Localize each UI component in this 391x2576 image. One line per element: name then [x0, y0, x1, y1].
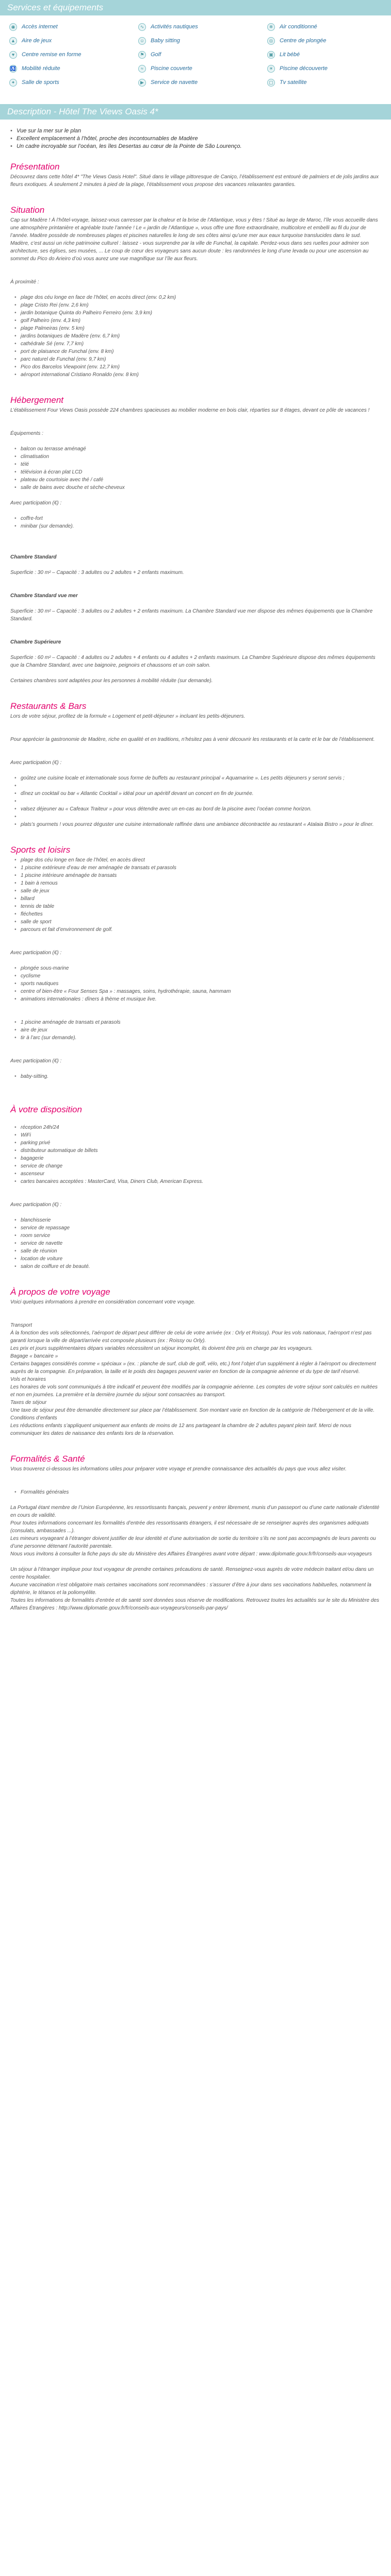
- formalites-p2: Pour toutes informations concernant les formalités d’entrée des ressortissants étrangers, il est nécessaire de se renseigner auprès des organismes adéquats (consulats, ambassades ...).: [10, 1520, 369, 1534]
- equipement-label: Aire de jeux: [22, 37, 52, 44]
- list-item: • service de change: [21, 1162, 381, 1170]
- equipement-label: Centre remise en forme: [22, 51, 82, 58]
- list-item: • salon de coiffure et de beauté.: [21, 1263, 381, 1270]
- list-item: • WiFi: [21, 1131, 381, 1139]
- taxes-text: Une taxe de séjour peut être demandée directement sur place par l’établissement. Son montant varie en fonction de la catégorie de l’hébergement et de la ville.: [10, 1408, 374, 1413]
- restaurant-item: • plats’s gourmets ! vous pourrez déguster une cuisine internationale raffinée dans une ambiance décontractée au restaurant « Atalaia Bistro » pour le dîner.: [21, 821, 381, 828]
- shuttle-icon: ▶: [138, 79, 146, 87]
- hebergement-participation-list: [0, 515, 391, 530]
- equipement-item: [267, 23, 386, 31]
- restaurant-item: • valsez déjeuner au « Cafeaux Traiteur » pour vous détendre avec un en-cas au bord de la piscine avec l’océan comme horizon.: [21, 805, 381, 813]
- list-item: • salle de jeux: [21, 887, 381, 895]
- disposition-list: [0, 1124, 391, 1185]
- crib-icon: ▣: [267, 51, 275, 59]
- fitness-icon: ♥: [9, 51, 17, 59]
- room-name: Chambre Standard: [10, 554, 57, 560]
- room-name: Chambre Standard vue mer: [10, 593, 78, 599]
- section-title-formalites: Formalités & Santé: [10, 1454, 85, 1464]
- list-item: • 1 piscine extérieure d’eau de mer aménagée de transats et parasols: [21, 864, 381, 872]
- list-item: • blanchisserie: [21, 1216, 381, 1224]
- section-title-hebergement: Hébergement: [10, 395, 64, 405]
- spacer: [21, 813, 381, 821]
- equipement-label: Piscine couverte: [151, 65, 192, 72]
- list-item: • balcon ou terrasse aménagé: [21, 445, 381, 453]
- equipement-label: Air conditionné: [280, 23, 317, 30]
- sports-extras-list: [0, 1019, 391, 1042]
- equipement-item: [138, 37, 267, 45]
- wave-icon: ∿: [138, 23, 146, 31]
- formalites-p6: Aucune vaccination n’est obligatoire mais certaines vaccinations sont recommandées : s’assurer d’être à jour dans ses vaccinations habituelles, notamment la diphtérie, le tétanos et la poliomyélite.: [10, 1582, 371, 1596]
- golf-icon: ⚑: [138, 51, 146, 59]
- nearby-title: À proximité :: [10, 279, 39, 285]
- sports-participation2-title: Avec participation (€) :: [10, 1058, 62, 1064]
- situation-text: Cap sur Madère ! À l’hôtel-voyage, laissez-vous carresser par la chaleur et la brise de l’Atlantique, vous y êtes ! Situé au large de Maroc, l’île vous accueille dans une atmosphère printanière et agréable toute l’année ! Le « jardin de l’Atlantique », vous offre une flore extraordinaire, multicolore et embelli au fil du jour de l’année. Madère possède de nombreuses plages et piscines naturelles le long de ses côtes ainsi qu’une mer aux eaux turquoise translucides dans le sud. Madère, c’est aussi un riche patrimoine culturel : laissez - vous surprendre par la ville de Funchal, la capitale. Perdez-vous dans ses ruelles pour admirer son architecture, ses églises, ses musées, ... Le coup de cœur des voyageurs sans aucun doute : les randonnées le long d’une levada ou pour une ascension au sommet du Pico do Arieiro d’où vous aurez une vue magnifique sur l’île aux fleurs.: [10, 217, 378, 262]
- list-item: • 1 piscine aménagée de transats et parasols: [21, 1019, 381, 1026]
- list-item: • baby-sitting.: [21, 1073, 381, 1080]
- list-item: • centre of bien-être « Four Senses Spa » : massages, soins, hydrothérapie, sauna, hammam: [21, 988, 381, 995]
- description-title: Description - Hôtel The Views Oasis 4*: [7, 107, 158, 116]
- equipement-label: Lit bébé: [280, 51, 300, 58]
- list-item: • tir à l’arc (sur demande).: [21, 1034, 381, 1042]
- equipement-item: [138, 50, 267, 59]
- apropos-intro: Voici quelques informations à prendre en considération concernant votre voyage.: [10, 1299, 196, 1305]
- formalites-p5: Un séjour à l’étranger implique pour tout voyageur de prendre certaines précautions de santé. Renseignez-vous auprès de votre médecin traitant et/ou dans un centre hospitalier.: [10, 1567, 374, 1580]
- list-item: • Formalités générales: [21, 1488, 381, 1496]
- pool-icon: ≈: [138, 65, 146, 73]
- restaurants-p2: Pour apprécier la gastronomie de Madère, riche en qualité et en traditions, n’hésitez pas à venir découvrir les restaurants et la carte et le bar de l’établissement.: [10, 737, 375, 742]
- formalites-intro: Vous trouverez ci-dessous les informations utiles pour préparer votre voyage et prendre connaissance des actualités du pays que vous allez visiter.: [10, 1466, 347, 1472]
- taxes-title: Taxes de séjour: [10, 1400, 47, 1405]
- list-item: • 1 piscine intérieure aménagée de transats: [21, 872, 381, 879]
- pool-outdoor-icon: ☀: [267, 65, 275, 73]
- equipement-item: [9, 64, 138, 73]
- list-item: • salle de bains avec douche et sèche-cheveux: [21, 484, 381, 492]
- equipement-item: [9, 78, 138, 87]
- formalites-p1: La Portugal étant membre de l’Union Européenne, les ressortissants français, peuvent y entrer librement, munis d’un passeport ou d’une carte nationale d’identité en cours de validité.: [10, 1505, 380, 1518]
- restaurants-participation-title: Avec participation (€) :: [10, 760, 62, 766]
- list-item: • cyclisme: [21, 972, 381, 980]
- formalites-p3: Les mineurs voyageant à l’étranger doivent justifier de leur identité et d’une autorisation de sortie du territoire s’ils ne sont pas accompagnés de leurs parents ou d’une personne détenant l’autorité parentale.: [10, 1536, 376, 1549]
- list-item: • tennis de table: [21, 903, 381, 910]
- list-item: • service de repassage: [21, 1224, 381, 1232]
- list-item: • plage dos céu longe en face de l’hôtel, en accès direct (env. 0,2 km): [21, 294, 381, 301]
- presentation-text: Découvrez dans cette hôtel 4* "The Views Oasis Hotel". Situé dans le village pittoresque de Caniço, l’établissement est entouré de palmiers et de jolis jardins aux fleurs exotiques. À seulement 2 minutes à pied de la plage, l’établissement vous propose des vacances relaxantes garanties.: [10, 174, 379, 188]
- list-item: • jardin botanique Quinta do Palheiro Ferreiro (env. 3,9 km): [21, 309, 381, 317]
- baby-icon: ☺: [138, 37, 146, 45]
- equipement-item: [138, 23, 267, 31]
- room-name: Chambre Supérieure: [10, 639, 61, 645]
- list-item: • jardins botaniques de Madère (env. 6,7 km): [21, 332, 381, 340]
- hebergement-participation-title: Avec participation (€) :: [10, 500, 62, 506]
- equipement-item: [267, 78, 386, 87]
- section-title-restaurants: Restaurants & Bars: [10, 701, 87, 711]
- equipement-label: Salle de sports: [22, 79, 59, 86]
- list-item: • plage dos céu longe en face de l’hôtel, en accès direct: [21, 856, 381, 864]
- list-item: • room service: [21, 1232, 381, 1240]
- room-text: Superficie : 30 m² – Capacité : 3 adultes ou 2 adultes + 2 enfants maximum. La Chambre Standard vue mer dispose des mêmes équipements que la Chambre Standard.: [10, 608, 373, 622]
- list-item: • location de voiture: [21, 1255, 381, 1263]
- restaurant-item: • goûtez une cuisine locale et internationale sous forme de buffets au restaurant principal « Aquamarine ». Les petits déjeuners y seront servis ;: [21, 774, 381, 782]
- list-item: • climatisation: [21, 453, 381, 461]
- list-item: • golf Palheiro (env. 4,3 km): [21, 317, 381, 325]
- diving-icon: ◎: [267, 37, 275, 45]
- equipements-grid: [0, 15, 391, 91]
- list-item: • 1 bain à remous: [21, 879, 381, 887]
- equipements-header: [0, 0, 391, 15]
- room-text: Superficie : 30 m² – Capacité : 3 adultes ou 2 adultes + 2 enfants maximum.: [10, 570, 184, 575]
- formalites-p7: Toutes les informations de formalités d’entrée et de santé sont données sous réserve de modifications. Retrouvez toutes les actualités sur le site du Ministère des Affaires Étrangères : http://www.diplomatie.gouv.fr/fr/conseils-aux-voyageurs/conseils-par-pays/: [10, 1598, 380, 1611]
- list-item: • télé: [21, 461, 381, 468]
- section-title-presentation: Présentation: [10, 162, 60, 172]
- list-item: • télévision à écran plat LCD: [21, 468, 381, 476]
- sports-list: [0, 856, 391, 934]
- spacer: [21, 798, 381, 805]
- description-header: [0, 104, 391, 120]
- wheelchair-icon: ♿: [9, 65, 17, 73]
- equipement-item: [138, 64, 267, 73]
- hebergement-equip-list: [0, 445, 391, 492]
- baggage-text: Certains bagages considérés comme « spéciaux » (ex. : planche de surf, club de golf, vélo, etc.) font l’objet d’un supplément à régler à l’aéroport ou directement auprès de la compagnie. En préparation, la taille et le poids des bagages peuvent varier en fonction de la compagnie aérienne et du type de tarif réservé.: [10, 1361, 376, 1375]
- wifi-icon: ◉: [9, 23, 17, 31]
- room-text: Superficie : 60 m² – Capacité : 4 adultes ou 2 adultes + 4 enfants ou 4 adultes + 2 enfants maximum. La Chambre Supérieure dispose des mêmes équipements que la Chambre Standard, avec une baignoire, peignoirs et chaussons et un coin salon.: [10, 655, 376, 668]
- equipement-item: [138, 78, 267, 87]
- sports-participation2-list: [0, 1073, 391, 1080]
- equipement-label: Piscine découverte: [280, 65, 328, 72]
- transport-title: Transport: [10, 1323, 32, 1328]
- gym-icon: ✦: [9, 79, 17, 87]
- equipement-item: [9, 37, 138, 45]
- equipement-label: Centre de plongée: [280, 37, 327, 44]
- equipement-label: Mobilité réduite: [22, 65, 60, 72]
- list-item: • distributeur automatique de billets: [21, 1147, 381, 1155]
- highlight-item: • Vue sur la mer sur le plan: [10, 127, 381, 134]
- list-item: • billard: [21, 895, 381, 903]
- disposition-participation-list: [0, 1216, 391, 1270]
- list-item: • cartes bancaires acceptées : MasterCard, Visa, Diners Club, American Express.: [21, 1178, 381, 1185]
- list-item: • service de navette: [21, 1240, 381, 1247]
- list-item: • plongée sous-marine: [21, 964, 381, 972]
- list-item: • sports nautiques: [21, 980, 381, 988]
- tv-icon: ▢: [267, 79, 275, 87]
- list-item: • bagagerie: [21, 1155, 381, 1162]
- list-item: • salle de réunion: [21, 1247, 381, 1255]
- sports-participation-list: [0, 964, 391, 1003]
- list-item: • Pico dos Barcelos Viewpoint (env. 12,7 km): [21, 363, 381, 371]
- conditions-text: Les réductions enfants s’appliquent uniquement aux enfants de moins de 12 ans partageant la chambre de 2 adultes payant plein tarif. Merci de nous communiquer les dates de naissance des enfants lors de la réservation.: [10, 1423, 351, 1436]
- flight-text: Les horaires de vols sont communiqués à titre indicatif et peuvent être modifiés par la compagnie aérienne. Les comptes de votre séjour sont calculés en nuitées et non en journées. La première et la dernière journée du séjour sont consacrées au transport.: [10, 1384, 378, 1398]
- list-item: • cathédrale Sé (env. 7,7 km): [21, 340, 381, 348]
- list-item: • parcours et fait d’environnement de golf.: [21, 926, 381, 934]
- list-item: • réception 24h/24: [21, 1124, 381, 1131]
- playground-icon: ▲: [9, 37, 17, 45]
- equipement-item: [9, 23, 138, 31]
- section-title-disposition: À votre disposition: [10, 1105, 82, 1114]
- sports-participation-title: Avec participation (€) :: [10, 950, 62, 956]
- list-item: • port de plaisance de Funchal (env. 8 km): [21, 348, 381, 355]
- snowflake-icon: ❄: [267, 23, 275, 31]
- equipement-label: Baby sitting: [151, 37, 180, 44]
- spacer: [21, 782, 381, 790]
- list-item: • aéroport international Cristiano Ronaldo (env. 8 km): [21, 371, 381, 379]
- transport-text: À la fonction des vols sélectionnés, l’aéroport de départ peut différer de celui de votre arrivée (ex : Orly et Roissy). Pour les vols nationaux, l’aéroport n’est pas garanti lorsque la ville de départ/arrivée est composée plusieurs (ex : Roissy ou Orly).: [10, 1330, 372, 1344]
- highlight-item: • Un cadre incroyable sur l’océan, les îles Desertas au cœur de la Pointe de São Lourenço.: [10, 142, 381, 150]
- list-item: • parking privé: [21, 1139, 381, 1147]
- section-title-sports: Sports et loisirs: [10, 845, 71, 855]
- list-item: • plage Cristo Rei (env. 2,6 km): [21, 301, 381, 309]
- highlight-item: • Excellent emplacement à l’hôtel, proche des incontournables de Madère: [10, 134, 381, 142]
- equipement-item: [267, 37, 386, 45]
- flight-title: Vols et horaires: [10, 1377, 46, 1382]
- equipement-item: [267, 50, 386, 59]
- equipement-item: [9, 50, 138, 59]
- list-item: • plage Palmeiras (env. 5 km): [21, 325, 381, 332]
- equipement-label: Activités nautiques: [151, 23, 198, 30]
- nearby-list: [0, 294, 391, 379]
- list-item: • ascenseur: [21, 1170, 381, 1178]
- formalites-p4: Nous vous invitons à consulter la fiche pays du site du Ministère des Affaires Étrangères avant votre départ : www.diplomatie.gouv.fr/fr/conseils-aux-voyageurs: [10, 1551, 372, 1557]
- hebergement-equip-title: Équipements :: [10, 431, 43, 436]
- equipement-label: Service de navette: [151, 79, 198, 86]
- equipement-label: Golf: [151, 51, 161, 58]
- list-item: • aire de jeux: [21, 1026, 381, 1034]
- section-title-apropos: À propos de votre voyage: [10, 1287, 110, 1297]
- list-item: • minibar (sur demande).: [21, 522, 381, 530]
- equipement-item: [267, 64, 386, 73]
- baggage-title: Bagage « bancaire »: [10, 1353, 58, 1359]
- transport-text-2: Les prix et jours supplémentaires dépars variables nécessitent un séjour incomplet, ils doivent être pris en charge par les voyageurs.: [10, 1346, 313, 1351]
- hebergement-note: Certaines chambres sont adaptées pour les personnes à mobilité réduite (sur demande).: [10, 678, 213, 684]
- restaurant-item: • dînez un cocktail ou bar « Atlantic Cocktail » idéal pour un apéritif devant un concert en fin de journée.: [21, 790, 381, 798]
- list-item: • salle de sport: [21, 918, 381, 926]
- disposition-participation-title: Avec participation (€) :: [10, 1202, 62, 1208]
- restaurants-list: [0, 774, 391, 828]
- list-item: • coffre-fort: [21, 515, 381, 522]
- highlights-list: [0, 120, 391, 153]
- conditions-title: Conditions d’enfants: [10, 1415, 57, 1421]
- restaurants-p1: Lors de votre séjour, profitez de la formule « Logement et petit-déjeuner » incluant les petits-déjeuners.: [10, 714, 246, 719]
- equipement-label: Tv satellite: [280, 79, 307, 86]
- equipements-title: Services et équipements: [7, 3, 104, 12]
- list-item: • parc naturel de Funchal (env. 9,7 km): [21, 355, 381, 363]
- hebergement-intro: L’établissement Four Views Oasis possède 224 chambres spacieuses au mobilier moderne en bois clair, réparties sur 8 étages, devant ce pôle de vacances !: [10, 408, 370, 413]
- list-item: • fléchettes: [21, 910, 381, 918]
- section-title-situation: Situation: [10, 205, 45, 215]
- formalites-list: [0, 1488, 391, 1496]
- equipement-label: Accès internet: [22, 23, 58, 30]
- list-item: • animations internationales : dîners à thème et musique live.: [21, 995, 381, 1003]
- list-item: • plateau de courtoisie avec thé / café: [21, 476, 381, 484]
